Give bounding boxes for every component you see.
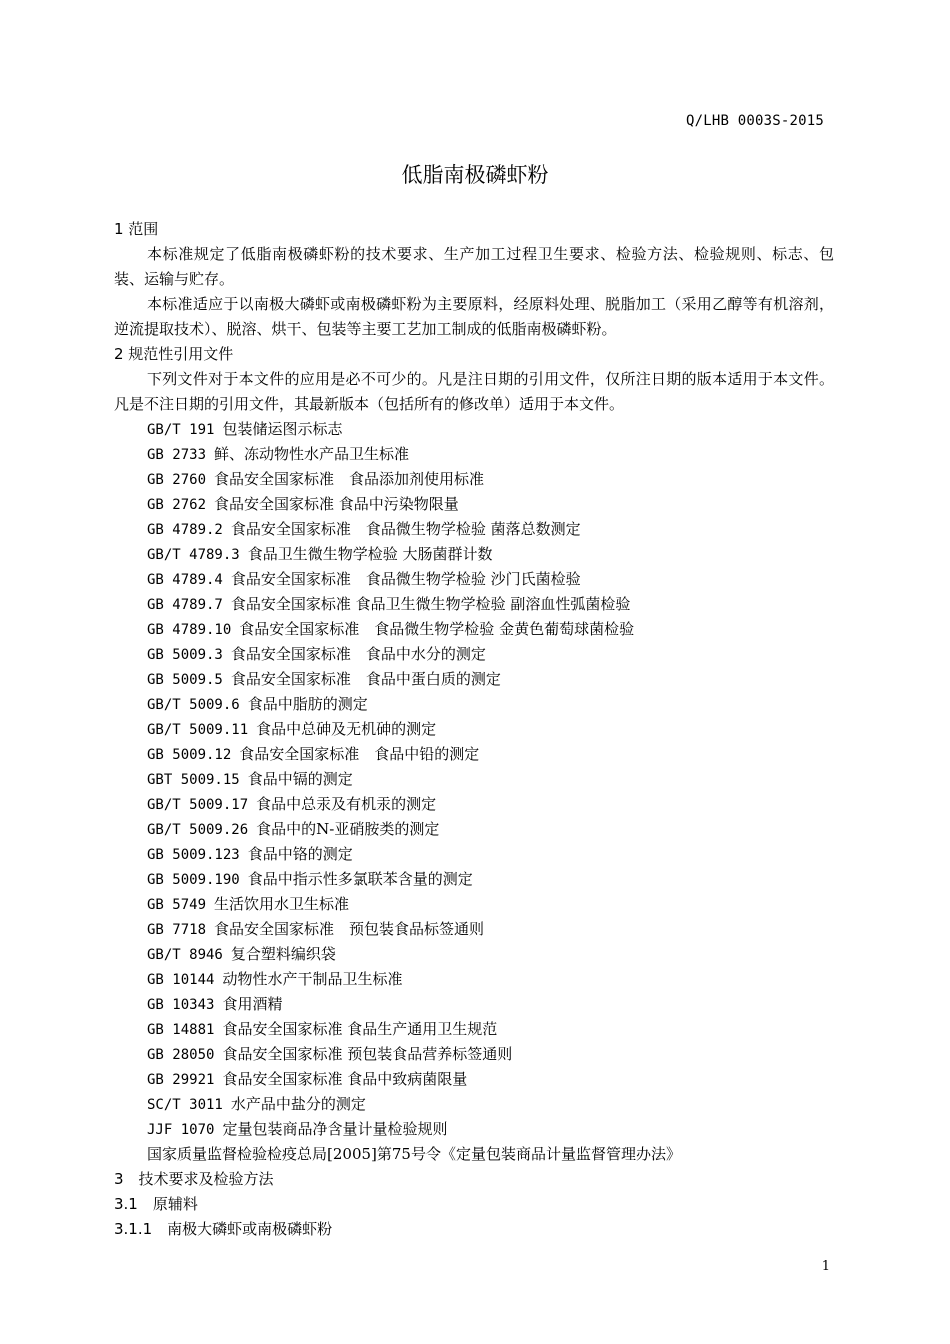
reference-item [114,492,834,517]
reference-title: 食品安全国家标准 食品添加剂使用标准 [214,470,485,488]
reference-code: GB 5009.190 [147,872,240,888]
document-title: 低脂南极磷虾粉 [401,163,549,187]
reference-item [114,1017,834,1042]
reference-item [114,642,834,667]
reference-title: 国家质量监督检验检疫总局[2005]第75号令《定量包装商品计量监督管理办法》 [147,1145,681,1163]
reference-title: 食品安全国家标准 食品微生物学检验 金黄色葡萄球菌检验 [239,620,635,638]
reference-item [114,617,834,642]
reference-title: 动物性水产干制品卫生标准 [222,970,403,988]
reference-title: 食品中脂肪的测定 [247,695,368,713]
reference-item [114,1092,834,1117]
references-intro-paragraph: 下列文件对于本文件的应用是必不可少的。凡是注日期的引用文件，仅所注日期的版本适用于本文件。凡是不注日期的引用文件，其最新版本（包括所有的修改单）适用于本文件。 [114,370,834,413]
reference-item [114,1142,834,1167]
reference-code: GB 5009.123 [147,847,240,863]
reference-item [114,542,834,567]
reference-item [114,592,834,617]
reference-code: GB 4789.4 [147,572,223,588]
reference-item [114,992,834,1017]
reference-code: GB 5009.12 [147,747,232,763]
reference-item [114,692,834,717]
reference-title: 食品安全国家标准 食品卫生微生物学检验 副溶血性弧菌检验 [230,595,631,613]
reference-title: 食品安全国家标准 食品中水分的测定 [230,645,486,663]
reference-item [114,717,834,742]
reference-code: GB/T 5009.11 [147,722,249,738]
reference-title: 水产品中盐分的测定 [230,1095,366,1113]
document-body [114,217,834,1242]
scope-paragraph-1: 本标准规定了低脂南极磷虾粉的技术要求、生产加工过程卫生要求、检验方法、检验规则、标志、包装、运输与贮存。 [114,245,834,288]
reference-item [114,1042,834,1067]
reference-code: GB 4789.7 [147,597,223,613]
reference-code: GB/T 5009.17 [147,797,249,813]
reference-item [114,942,834,967]
reference-item [114,517,834,542]
reference-title: 食品中的N-亚硝胺类的测定 [256,820,440,838]
reference-code: GB 10343 [147,997,215,1013]
reference-title: 包装储运图示标志 [222,420,343,438]
reference-title: 鲜、冻动物性水产品卫生标准 [214,445,410,463]
reference-code: GBT 5009.15 [147,772,240,788]
reference-item [114,567,834,592]
reference-code: GB 2762 [147,497,207,513]
reference-item [114,742,834,767]
section-heading-scope: 1 范围 [114,220,159,238]
reference-code: GB 5009.5 [147,672,223,688]
reference-title: 食品安全国家标准 食品中铅的测定 [239,745,480,763]
subsection-heading-raw-materials: 3.1 原辅料 [114,1195,198,1213]
reference-item [114,1117,834,1142]
reference-list [114,417,834,1167]
section-heading-technical-requirements: 3 技术要求及检验方法 [114,1170,274,1188]
reference-item [114,967,834,992]
reference-title: 食品安全国家标准 食品微生物学检验 菌落总数测定 [230,520,581,538]
reference-code: GB 4789.10 [147,622,232,638]
document-code: Q/LHB 0003S-2015 [685,113,824,129]
reference-title: 食品中总汞及有机汞的测定 [256,795,437,813]
reference-item [114,417,834,442]
reference-title: 复合塑料编织袋 [230,945,336,963]
reference-title: 食品中镉的测定 [247,770,353,788]
reference-title: 食用酒精 [222,995,283,1013]
reference-item [114,917,834,942]
reference-title: 食品卫生微生物学检验 大肠菌群计数 [247,545,493,563]
reference-code: GB 2733 [147,447,207,463]
reference-code: SC/T 3011 [147,1097,223,1113]
reference-title: 食品安全国家标准 预包装食品营养标签通则 [222,1045,513,1063]
subsection-heading-krill: 3.1.1 南极大磷虾或南极磷虾粉 [114,1220,333,1238]
reference-code: GB 14881 [147,1022,215,1038]
reference-item [114,1067,834,1092]
page-number: 1 [821,1259,830,1274]
reference-title: 定量包装商品净含量计量检验规则 [222,1120,448,1138]
reference-item [114,767,834,792]
reference-code: GB/T 191 [147,422,215,438]
reference-title: 食品安全国家标准 食品中污染物限量 [214,495,459,513]
reference-code: JJF 1070 [147,1122,215,1138]
reference-code: GB 28050 [147,1047,215,1063]
reference-code: GB 5009.3 [147,647,223,663]
section-heading-normative-references: 2 规范性引用文件 [114,345,234,363]
scope-paragraph-2: 本标准适应于以南极大磷虾或南极磷虾粉为主要原料，经原料处理、脱脂加工（采用乙醇等有机溶剂，逆流提取技术）、脱溶、烘干、包装等主要工艺加工制成的低脂南极磷虾粉。 [114,295,834,338]
reference-item [114,442,834,467]
reference-code: GB 10144 [147,972,215,988]
reference-code: GB 29921 [147,1072,215,1088]
reference-code: GB/T 5009.6 [147,697,240,713]
reference-item [114,892,834,917]
reference-code: GB 4789.2 [147,522,223,538]
reference-code: GB/T 5009.26 [147,822,249,838]
reference-item [114,467,834,492]
reference-title: 食品安全国家标准 食品生产通用卫生规范 [222,1020,498,1038]
reference-item [114,842,834,867]
reference-item [114,867,834,892]
reference-title: 食品安全国家标准 食品微生物学检验 沙门氏菌检验 [230,570,581,588]
reference-item [114,667,834,692]
reference-title: 食品安全国家标准 食品中蛋白质的测定 [230,670,501,688]
reference-title: 食品中指示性多氯联苯含量的测定 [247,870,473,888]
reference-code: GB 7718 [147,922,207,938]
reference-code: GB/T 8946 [147,947,223,963]
reference-title: 生活饮用水卫生标准 [214,895,350,913]
reference-item [114,817,834,842]
reference-title: 食品安全国家标准 预包装食品标签通则 [214,920,485,938]
reference-title: 食品中铬的测定 [247,845,353,863]
reference-title: 食品中总砷及无机砷的测定 [256,720,437,738]
reference-title: 食品安全国家标准 食品中致病菌限量 [222,1070,468,1088]
reference-item [114,792,834,817]
reference-code: GB/T 4789.3 [147,547,240,563]
reference-code: GB 5749 [147,897,207,913]
reference-code: GB 2760 [147,472,207,488]
